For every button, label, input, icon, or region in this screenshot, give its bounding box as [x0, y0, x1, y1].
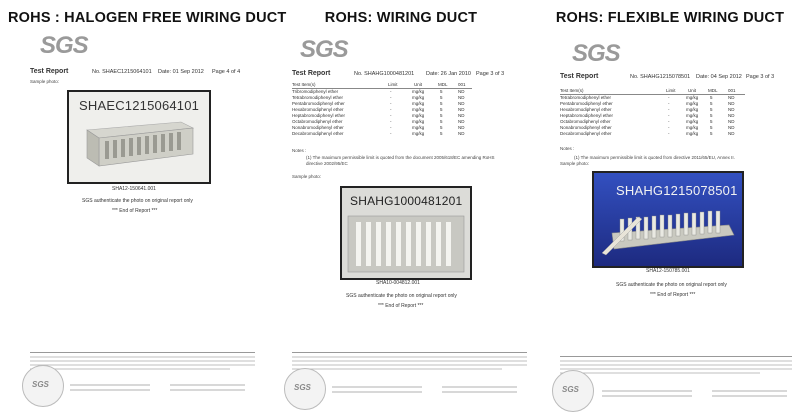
authenticate-note: SGS authenticate the photo on original report only: [616, 282, 727, 288]
table-cell: 5: [440, 125, 443, 130]
sample-photo: [592, 171, 744, 268]
table-cell: mg/kg: [412, 95, 425, 100]
table-header-sample: 001: [458, 82, 466, 87]
table-cell: 5: [440, 95, 443, 100]
report-page: Page 3 of 3: [476, 71, 505, 77]
table-row: Heptabromodiphenyl ether: [292, 113, 346, 118]
table-cell: -: [390, 131, 392, 136]
table-cell: mg/kg: [412, 101, 425, 106]
table-row: Decabromodiphenyl ether: [292, 131, 344, 136]
table-cell: 5: [710, 95, 713, 100]
table-row: Hexabromodiphenyl ether: [560, 107, 612, 112]
report-label: Test Report: [292, 70, 331, 77]
report-date: Date: 26 Jan 2010: [426, 71, 471, 77]
report-date: Date: 04 Sep 2012: [696, 74, 742, 80]
notes-label: Notes :: [560, 146, 575, 151]
results-table: [560, 88, 780, 148]
table-cell: ND: [728, 95, 735, 100]
table-header-item: Test Item(s): [292, 82, 316, 87]
table-cell: -: [390, 107, 392, 112]
table-cell: -: [390, 101, 392, 106]
notes-label: Notes :: [292, 148, 307, 153]
end-of-report: *** End of Report ***: [112, 208, 158, 214]
panel-heading: ROHS: FLEXIBLE WIRING DUCT: [555, 10, 785, 26]
table-cell: -: [390, 119, 392, 124]
sgs-seal: SGS: [284, 368, 326, 410]
table-cell: ND: [458, 107, 465, 112]
photo-caption: SHA12-150641.001: [112, 186, 156, 192]
sgs-logo: SGS: [572, 40, 620, 67]
table-row: Tetrabromodiphenyl ether: [560, 95, 612, 100]
end-of-report: *** End of Report ***: [378, 303, 424, 309]
table-cell: ND: [728, 113, 735, 118]
footer-address: [70, 382, 250, 396]
panel-heading: ROHS: WIRING DUCT: [324, 10, 478, 26]
table-row: Octabromodiphenyl ether: [560, 119, 611, 124]
sample-photo-label: Sample photo:: [30, 79, 60, 84]
table-cell: -: [668, 107, 670, 112]
sgs-logo: SGS: [40, 32, 88, 59]
table-row: Tribromodiphenyl ether: [292, 89, 339, 94]
table-cell: -: [668, 125, 670, 130]
table-row: Pentabromodiphenyl ether: [560, 101, 613, 106]
footer-fine-print: [560, 359, 792, 377]
footer-divider: [560, 356, 792, 357]
table-row: Decabromodiphenyl ether: [560, 131, 612, 136]
table-cell: 5: [440, 113, 443, 118]
sample-photo-label: Sample photo:: [292, 174, 322, 179]
table-row: Tetrabromodiphenyl ether: [292, 95, 344, 100]
table-cell: -: [668, 101, 670, 106]
report-page: Page 3 of 3: [746, 74, 775, 80]
table-cell: ND: [458, 119, 465, 124]
table-header-mdl: MDL: [708, 88, 718, 93]
table-cell: mg/kg: [412, 131, 425, 136]
table-cell: 5: [710, 131, 713, 136]
report-number: No. SHAHG1215078501: [630, 74, 691, 80]
report-panel-flexible-wiring-duct: [540, 0, 800, 417]
table-cell: -: [668, 95, 670, 100]
table-cell: mg/kg: [412, 113, 425, 118]
sample-code-label: SHAHG1000481201: [350, 194, 463, 208]
table-row: Hexabromodiphenyl ether: [292, 107, 344, 112]
table-cell: mg/kg: [686, 113, 699, 118]
sample-code-label: SHAHG1215078501: [616, 183, 738, 198]
table-header-item: Test Item(s): [560, 88, 584, 93]
table-cell: mg/kg: [412, 107, 425, 112]
report-page: Page 4 of 4: [212, 69, 241, 75]
table-cell: 5: [710, 101, 713, 106]
table-cell: -: [668, 119, 670, 124]
table-header-sample: 001: [728, 88, 736, 93]
results-table: [292, 82, 512, 152]
table-cell: ND: [728, 125, 735, 130]
table-header-unit: Unit: [688, 88, 697, 93]
authenticate-note: SGS authenticate the photo on original report only: [82, 198, 193, 204]
report-number: No. SHAHG1000481201: [354, 71, 415, 77]
notes-text: (1) The maximum permissible limit is quoted from the document 2005/618/EC amending RoHS directive 2002/95/EC: [306, 155, 495, 166]
photo-caption: SHA10-004812.001: [376, 280, 420, 286]
footer-fine-print: [30, 355, 255, 373]
table-row: Pentabromodiphenyl ether: [292, 101, 345, 106]
table-cell: mg/kg: [686, 107, 699, 112]
table-cell: ND: [728, 101, 735, 106]
table-row: Octabromodiphenyl ether: [292, 119, 343, 124]
table-cell: -: [668, 113, 670, 118]
table-cell: -: [390, 95, 392, 100]
table-cell: mg/kg: [686, 119, 699, 124]
table-cell: mg/kg: [412, 125, 425, 130]
footer-address: [332, 384, 522, 398]
table-cell: 5: [440, 131, 443, 136]
table-header-limit: Limit: [666, 88, 676, 93]
table-cell: ND: [458, 131, 465, 136]
panel-heading: ROHS : HALOGEN FREE WIRING DUCT: [8, 10, 287, 26]
table-cell: mg/kg: [686, 131, 699, 136]
sample-photo: [67, 90, 211, 184]
sample-code-label: SHAEC1215064101: [79, 98, 200, 113]
authenticate-note: SGS authenticate the photo on original report only: [346, 293, 457, 299]
table-cell: mg/kg: [412, 89, 425, 94]
table-cell: -: [668, 131, 670, 136]
table-row: Nonabromodiphenyl ether: [292, 125, 344, 130]
table-cell: ND: [458, 101, 465, 106]
table-cell: -: [390, 113, 392, 118]
report-number: No. SHAEC1215064101: [92, 69, 152, 75]
notes-text: (1) The maximum permissible limit is quoted from directive 2011/65/EU, Annex II.: [574, 155, 735, 160]
table-cell: ND: [458, 113, 465, 118]
sgs-logo: SGS: [300, 36, 348, 63]
sample-photo-label: Sample photo:: [560, 161, 590, 166]
table-row: Nonabromodiphenyl ether: [560, 125, 612, 130]
report-label: Test Report: [30, 68, 69, 75]
table-cell: 5: [440, 101, 443, 106]
table-cell: ND: [458, 95, 465, 100]
table-cell: ND: [728, 131, 735, 136]
sgs-seal: SGS: [552, 370, 594, 412]
table-cell: -: [390, 89, 392, 94]
report-label: Test Report: [560, 73, 599, 80]
table-cell: mg/kg: [686, 101, 699, 106]
table-cell: 5: [440, 89, 443, 94]
table-cell: ND: [728, 119, 735, 124]
table-cell: 5: [710, 125, 713, 130]
report-date: Date: 01 Sep 2012: [158, 69, 204, 75]
table-cell: mg/kg: [686, 125, 699, 130]
table-cell: 5: [710, 119, 713, 124]
table-cell: mg/kg: [686, 95, 699, 100]
table-cell: 5: [440, 107, 443, 112]
footer-fine-print: [292, 355, 527, 373]
report-panel-halogen-free: [0, 0, 287, 417]
sgs-seal: SGS: [22, 365, 64, 407]
footer-divider: [292, 352, 527, 353]
sample-photo: [340, 186, 472, 280]
table-row: Heptabromodiphenyl ether: [560, 113, 614, 118]
table-header-unit: Unit: [414, 82, 423, 87]
report-panel-wiring-duct: [270, 0, 532, 417]
table-cell: 5: [710, 107, 713, 112]
footer-address: [602, 388, 792, 402]
end-of-report: *** End of Report ***: [650, 292, 696, 298]
table-cell: 5: [710, 113, 713, 118]
footer-divider: [30, 352, 255, 353]
table-header-limit: Limit: [388, 82, 398, 87]
table-cell: ND: [458, 125, 465, 130]
table-cell: 5: [440, 119, 443, 124]
table-cell: ND: [458, 89, 465, 94]
table-cell: mg/kg: [412, 119, 425, 124]
table-cell: -: [390, 125, 392, 130]
table-cell: ND: [728, 107, 735, 112]
photo-caption: SHA12-150785.001: [646, 268, 690, 274]
table-header-mdl: MDL: [438, 82, 448, 87]
